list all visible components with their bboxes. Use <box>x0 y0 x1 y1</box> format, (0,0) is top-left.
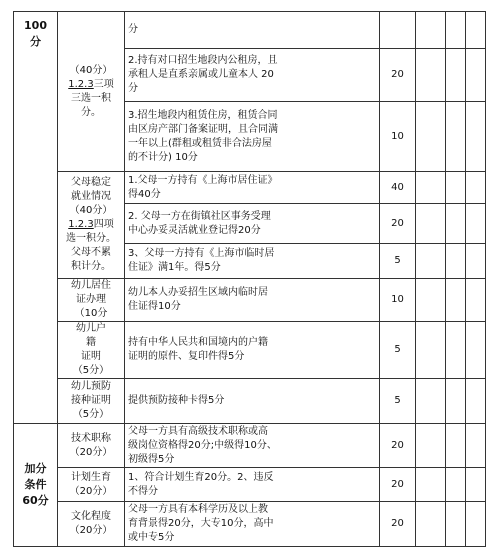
score-cell: 20 <box>380 502 416 547</box>
criteria-cell <box>125 322 380 379</box>
table-row <box>14 379 486 424</box>
table-row <box>14 12 486 49</box>
text-line: 住证》满1年。得5分 <box>128 262 221 273</box>
text-line: 一年以上(群租或租赁非合法房屋 <box>128 137 272 149</box>
vaccination-proof-item <box>58 379 125 424</box>
text-line: 由区房产部门备案证明，且合同满 <box>128 123 278 135</box>
text-line: （20分） <box>69 485 113 497</box>
text-line: 育背景得20分，大专10分，高中 <box>128 518 274 529</box>
criteria-cell <box>125 102 380 172</box>
text-line: 接种证明 <box>71 395 111 406</box>
score-sheet <box>13 11 486 547</box>
score-cell: 40 <box>380 172 416 204</box>
text-line: 幼儿预防 <box>71 381 111 392</box>
text-line: 初级得5分 <box>128 453 175 465</box>
text-line: 幼儿本人办妥招生区域内临时居 <box>128 287 268 298</box>
criteria-cell <box>125 244 380 279</box>
score-cell: 10 <box>380 102 416 172</box>
text-line: 持有中华人民共和国境内的户籍 <box>128 337 268 348</box>
score-cell: 5 <box>380 379 416 424</box>
base-section-label <box>14 12 58 424</box>
text-line: 1.2.3三项 <box>68 78 114 90</box>
table-row <box>14 172 486 204</box>
family-planning-item <box>58 468 125 502</box>
text-line: 3、父母一方持有《上海市临时居 <box>128 248 275 259</box>
text-line: 分 <box>128 83 138 94</box>
text-line: 2. 父母一方在街镇社区事务受理 <box>128 210 271 222</box>
score-cell: 20 <box>380 424 416 468</box>
score-cell: 20 <box>380 468 416 502</box>
text-line: 父母一方具有高级技术职称或高 <box>128 425 268 437</box>
table-row <box>14 468 486 502</box>
text-line: 籍 <box>86 337 96 348</box>
text-line: 承租人是直系亲属或儿童本人 20 <box>128 69 274 80</box>
criteria-cell <box>125 424 380 468</box>
hukou-proof-item <box>58 322 125 379</box>
text-line: 计划生育 <box>71 471 111 483</box>
text-line: 父母一方具有本科学历及以上教 <box>128 504 268 515</box>
text-line: 三选一积 <box>71 92 111 104</box>
criteria-cell <box>125 12 380 49</box>
text-line: 2.持有对口招生地段内公租房，且 <box>128 55 278 66</box>
score-cell: 5 <box>380 322 416 379</box>
score-cell: 5 <box>380 244 416 279</box>
text-line: 提供预防接种卡得5分 <box>128 395 225 406</box>
text-line: （20分） <box>69 446 113 458</box>
text-line: 条件 <box>24 478 47 491</box>
text-line: 的不计分) 10分 <box>128 151 198 163</box>
text-line: 技术职称 <box>71 432 111 444</box>
text-line: 证明 <box>81 351 101 362</box>
text-line: 中心办妥灵活就业登记得20分 <box>128 224 261 236</box>
text-line: 不得分 <box>128 485 158 497</box>
criteria-cell <box>125 468 380 502</box>
text-line: 或中专5分 <box>128 532 175 543</box>
text-line: 3.招生地段内租赁住房，租赁合同 <box>128 109 278 121</box>
text-line: （5分） <box>72 365 110 376</box>
housing-item <box>58 12 125 172</box>
text-line: 就业情况 <box>71 191 111 202</box>
technical-title-item <box>58 424 125 468</box>
text-line: 文化程度 <box>71 511 111 522</box>
bonus-section-label <box>14 424 58 547</box>
text-line: （5分） <box>72 409 110 420</box>
text-line: 分 <box>30 35 41 48</box>
text-line: 1、符合计划生育20分。2、违反 <box>128 471 274 483</box>
text-line: 1.父母一方持有《上海市居住证》 <box>128 174 278 186</box>
residence-permit-item <box>58 279 125 322</box>
text-line: 幼儿户 <box>76 323 106 334</box>
criteria-cell <box>125 49 380 102</box>
table-row <box>14 322 486 379</box>
text-line: 1.2.3四项 <box>68 219 114 230</box>
text-line: 证办理 <box>76 294 106 305</box>
score-cell: 20 <box>380 204 416 244</box>
education-item <box>58 502 125 547</box>
table-row <box>14 424 486 468</box>
text-line: 分。 <box>81 106 101 118</box>
table-row <box>14 502 486 547</box>
criteria-cell <box>125 204 380 244</box>
text-line: 得40分 <box>128 188 161 200</box>
text-line: 60分 <box>22 494 49 507</box>
text-line: 住证得10分 <box>128 301 181 312</box>
score-table <box>13 11 486 547</box>
text-line: （20分） <box>69 525 113 536</box>
text-line: 父母不累 <box>71 247 111 258</box>
criteria-cell <box>125 502 380 547</box>
score-cell: 10 <box>380 279 416 322</box>
text-line: 100 <box>24 19 47 32</box>
text-line: 级岗位资格得20分;中级得10分、 <box>128 439 277 451</box>
criteria-cell <box>125 379 380 424</box>
parents-employment-item <box>58 172 125 279</box>
text-line: 父母稳定 <box>71 177 111 188</box>
criteria-cell <box>125 172 380 204</box>
score-cell <box>380 12 416 49</box>
text-line: 幼儿居住 <box>71 280 111 291</box>
score-cell: 20 <box>380 49 416 102</box>
text-line: （40分） <box>69 205 113 216</box>
text-line: 分 <box>128 24 138 35</box>
text-line: 选一积分。 <box>66 233 116 244</box>
table-row <box>14 279 486 322</box>
criteria-cell <box>125 279 380 322</box>
text-line: 加分 <box>24 462 47 475</box>
text-line: （40分） <box>69 64 113 76</box>
text-line: 证明的原件、复印件得5分 <box>128 351 245 362</box>
text-line: （10分 <box>74 308 108 319</box>
text-line: 积计分。 <box>71 261 111 272</box>
